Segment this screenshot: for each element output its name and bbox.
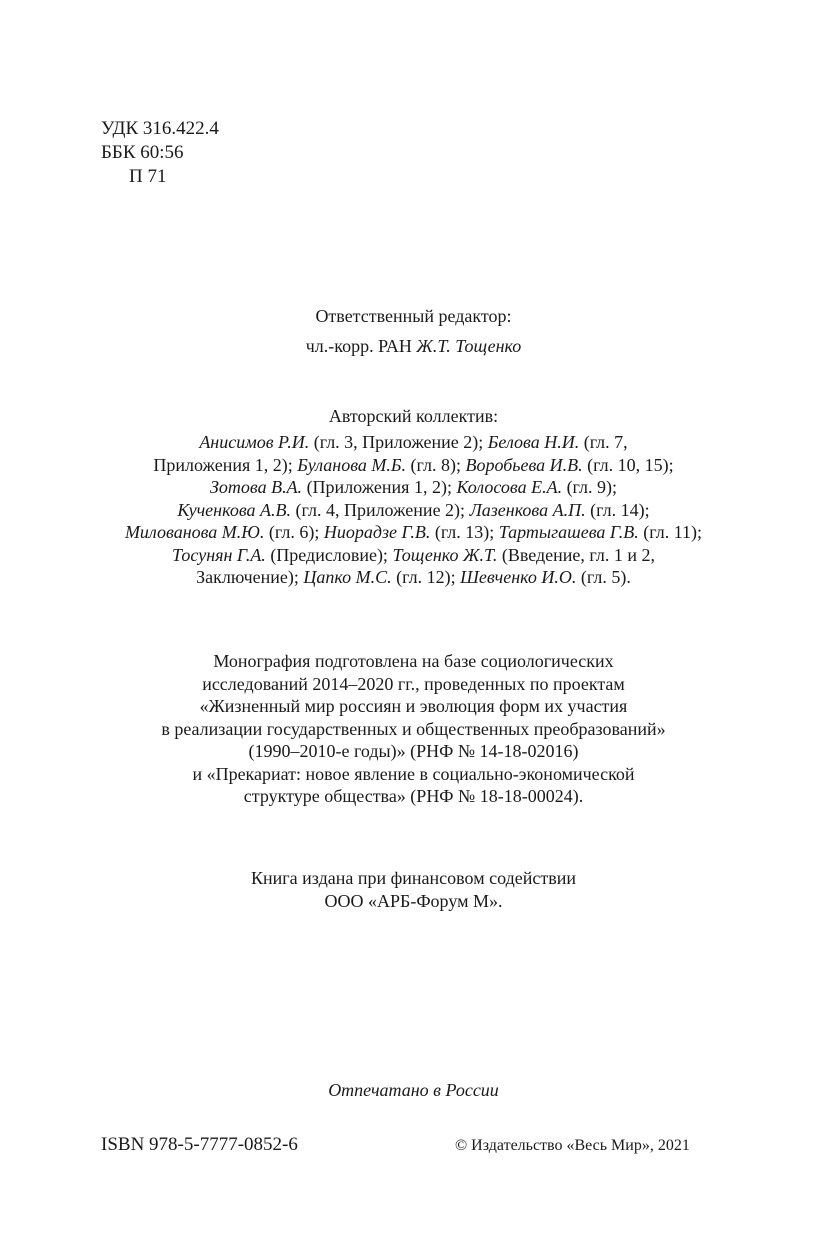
author-contribution: Заключение); xyxy=(196,567,304,587)
funding-line: ООО «АРБ-Форум М». xyxy=(324,890,503,911)
author-name: Тощенко Ж.Т. xyxy=(392,544,498,565)
printed-in-russia: Отпечатано в России xyxy=(328,1080,499,1100)
monograph-line: и «Прекариат: новое явление в социально-экономической xyxy=(192,763,635,784)
author-name: Лазенкова А.П. xyxy=(469,499,586,520)
author-contribution: (гл. 10, 15); xyxy=(582,454,674,475)
author-name: Анисимов Р.И. xyxy=(199,432,310,452)
authors-line xyxy=(0,454,827,477)
authors-line xyxy=(0,476,827,499)
author-contribution: (гл. 5). xyxy=(576,567,631,587)
author-mark: П 71 xyxy=(129,166,167,187)
monograph-line: (1990–2010-е годы)» (РНФ № 14-18-02016) xyxy=(248,741,579,761)
author-contribution: (гл. 14); xyxy=(585,499,650,520)
authors-heading: Авторский коллектив: xyxy=(328,406,499,426)
author-contribution: (гл. 13); xyxy=(430,522,499,542)
author-contribution: (гл. 4, Приложение 2); xyxy=(291,499,470,520)
authors-list xyxy=(0,431,827,589)
monograph-line: «Жизненный мир россиян и эволюция форм их участия xyxy=(199,696,628,716)
monograph-line: в реализации государственных и общественных преобразований» xyxy=(161,718,666,739)
author-contribution: (Предисловие); xyxy=(265,544,393,565)
monograph-line: Монография подготовлена на базе социологических xyxy=(213,651,614,671)
authors-line xyxy=(0,521,827,544)
editor-name: Ж.Т. Тощенко xyxy=(416,336,522,356)
author-name: Воробьева И.В. xyxy=(465,454,583,475)
monograph-line: структуре общества» (РНФ № 18-18-00024). xyxy=(243,786,584,806)
author-name: Кученкова А.В. xyxy=(177,499,291,520)
author-contribution: (гл. 3, Приложение 2); xyxy=(309,432,488,452)
classification-block xyxy=(101,117,219,189)
editor-line xyxy=(0,335,827,357)
funding-line: Книга издана при финансовом содействии xyxy=(251,868,576,888)
monograph-note xyxy=(0,650,827,808)
author-name: Тосунян Г.А. xyxy=(171,544,266,565)
author-contribution: Приложения 1, 2); xyxy=(153,454,298,475)
author-contribution: (гл. 8); xyxy=(406,454,466,475)
monograph-line: исследований 2014–2020 гг., проведенных по проектам xyxy=(202,673,625,694)
author-contribution: (гл. 11); xyxy=(638,522,703,542)
bbk-code: ББК 60:56 xyxy=(101,142,184,163)
editor-title: чл.-корр. РАН xyxy=(305,336,412,356)
authors-line xyxy=(0,544,827,567)
copyright: © Издательство «Весь Мир», 2021 xyxy=(455,1137,690,1154)
author-contribution: (гл. 7, xyxy=(579,432,628,452)
author-name: Буланова М.Б. xyxy=(297,454,406,475)
author-name: Белова Н.И. xyxy=(487,432,580,452)
author-contribution: (гл. 9); xyxy=(562,477,618,497)
isbn: ISBN 978-5-7777-0852-6 xyxy=(101,1134,298,1155)
author-name: Тартыгашева Г.В. xyxy=(498,522,639,542)
authors-line xyxy=(0,566,827,589)
author-contribution: (гл. 6); xyxy=(264,522,324,542)
authors-line xyxy=(0,499,827,522)
author-name: Зотова В.А. xyxy=(209,477,303,497)
author-contribution: (Введение, гл. 1 и 2, xyxy=(497,544,655,565)
authors-line xyxy=(0,431,827,454)
funding-note xyxy=(0,867,827,912)
author-contribution: (гл. 12); xyxy=(391,567,461,587)
author-name: Колосова Е.А. xyxy=(456,477,563,497)
author-contribution: (Приложения 1, 2); xyxy=(302,477,457,497)
author-name: Милованова М.Ю. xyxy=(124,522,265,542)
editor-heading: Ответственный редактор: xyxy=(315,306,512,326)
author-name: Ниорадзе Г.В. xyxy=(323,522,431,542)
author-name: Шевченко И.О. xyxy=(460,567,577,587)
author-name: Цапко М.С. xyxy=(303,567,392,587)
udk-code: УДК 316.422.4 xyxy=(101,118,219,139)
